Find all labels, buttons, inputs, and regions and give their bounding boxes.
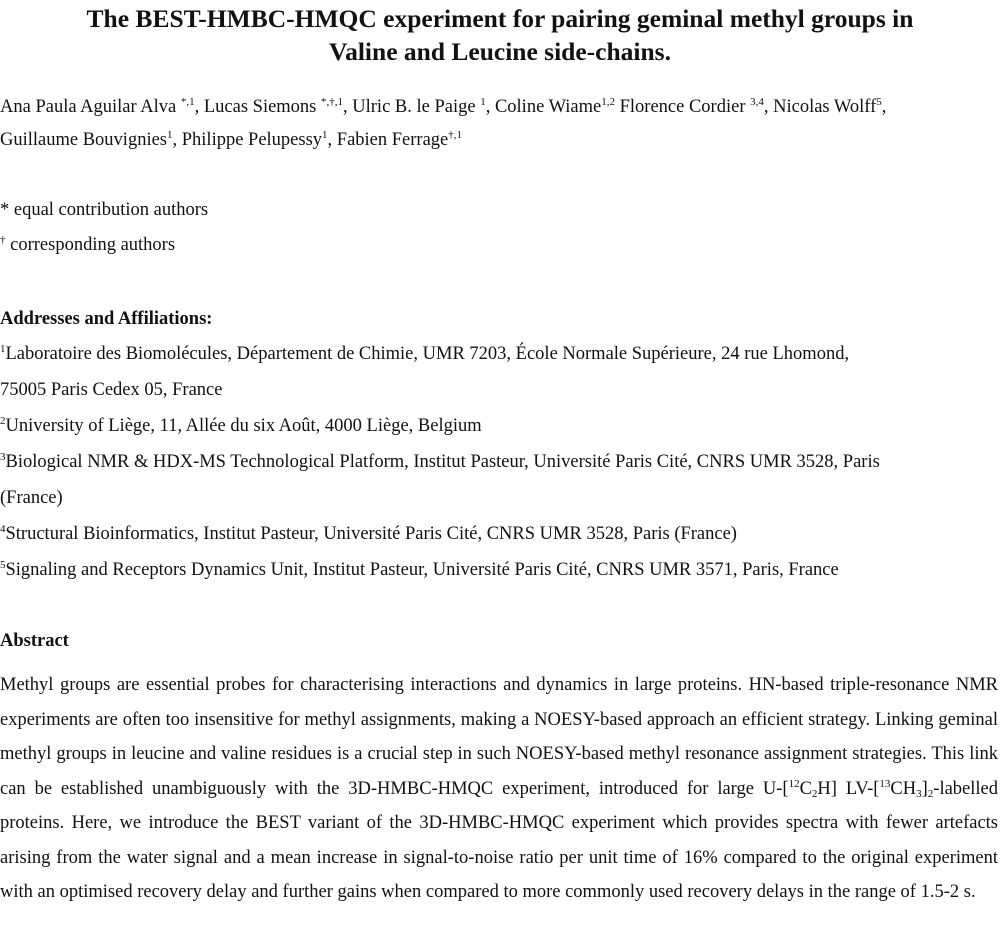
affiliation-text: Structural Bioinformatics, Institut Pasteur, Université Paris Cité, CNRS UMR 3528, Paris (France) [5, 524, 737, 544]
note-text: equal contribution authors [9, 200, 209, 220]
author [352, 97, 495, 117]
title-line-1: The BEST-HMBC-HMQC experiment for pairing geminal methyl groups in [86, 4, 914, 33]
subscript-3: 3 [916, 787, 922, 800]
carbon-12-isotope: 12 [788, 777, 800, 790]
author-affiliation-mark: 1 [167, 129, 173, 141]
author [204, 97, 352, 117]
author-affiliation-mark: 1 [480, 96, 486, 108]
abstract-text-part-4: -labelled proteins. Here, we introduce the BEST variant of the 3D-HMBC-HMQC experiment which provides spectra with fewer artefacts arising from the water signal and a mean increase in signal-to-noise ratio per unit time of 16% compared to the original experiment with an optimised recovery delay and further gains when compared to more commonly used recovery delays in the range of 1.5-2 s. [0, 778, 999, 902]
title-line-2: Valine and Leucine side-chains. [329, 37, 671, 66]
author-affiliation-mark: 1 [322, 129, 328, 141]
author-separator: , [485, 97, 495, 117]
author-separator: , [881, 97, 887, 117]
author [773, 97, 886, 117]
affiliation-text: Biological NMR & HDX-MS Technological Platform, Institut Pasteur, Université Paris Cité, CNRS UMR 3528, Paris [5, 452, 880, 472]
affiliation-text: University of Liège, 11, Allée du six Août, 4000 Liège, Belgium [5, 416, 482, 436]
affiliation-number: 5 [0, 559, 6, 571]
author-affiliation-mark: 5 [876, 96, 882, 108]
author-affiliation-mark: *,†,1 [321, 96, 344, 108]
affiliation-text: Laboratoire des Biomolécules, Département de Chimie, UMR 7203, École Normale Supérieure, 24 rue Lhomond, [5, 344, 850, 364]
author-separator: , [343, 97, 353, 117]
author-name: Ulric B. le Paige [352, 97, 476, 117]
subscript-2b: 2 [927, 787, 934, 800]
author-name: Coline Wiame [494, 97, 602, 117]
methyl-symbol: CH [890, 778, 917, 799]
note-symbol: † [0, 234, 6, 246]
carbon-13-isotope: 13 [879, 777, 891, 790]
equal-contribution-note [0, 199, 208, 221]
author [0, 97, 204, 117]
affiliation-2 [0, 408, 995, 444]
author-name: Florence Cordier [619, 97, 746, 117]
note-symbol: * [0, 200, 10, 220]
affiliations-heading: Addresses and Affiliations: [0, 309, 213, 329]
affiliation-4 [0, 516, 995, 552]
abstract-heading: Abstract [0, 631, 69, 651]
author [0, 130, 182, 150]
paper-title [20, 2, 980, 68]
author-affiliation-mark: 1,2 [601, 96, 615, 108]
author-name: Philippe Pelupessy [181, 130, 323, 150]
abstract-text-part-2: H] LV-[ [817, 778, 880, 799]
abstract-body [0, 668, 998, 910]
affiliation-text: Signaling and Receptors Dynamics Unit, Institut Pasteur, Université Paris Cité, CNRS UMR 3571, Paris, France [5, 560, 839, 580]
corresponding-authors-note [0, 234, 175, 256]
affiliation-number: 1 [0, 343, 6, 355]
author-name: Guillaume Bouvignies [0, 130, 167, 150]
author-separator: , [327, 130, 337, 150]
carbon-symbol: C [799, 778, 812, 799]
author-name: Nicolas Wolff [773, 97, 877, 117]
author [182, 130, 337, 150]
affiliation-number: 3 [0, 451, 6, 463]
author-name: Ana Paula Aguilar Alva [0, 97, 177, 117]
author-separator: , [194, 97, 204, 117]
affiliation-text-continued: 75005 Paris Cedex 05, France [0, 380, 223, 400]
abstract-text-part-1: Methyl groups are essential probes for characterising interactions and dynamics in large proteins. HN-based triple-resonance NMR experiments are often too insensitive for methyl assignments, making a NOESY-based approach an efficient strategy. Linking geminal methyl groups in leucine and valine residues is a crucial step in such NOESY-based methyl resonance assignment strategies. This link can be established unambiguously with the 3D-HMBC-HMQC experiment, introduced for large U-[ [0, 675, 998, 799]
note-text: corresponding authors [5, 235, 176, 255]
affiliation-1 [0, 336, 995, 408]
author-name: Fabien Ferrage [336, 130, 449, 150]
abstract-text-part-3: ] [921, 778, 928, 799]
author-affiliation-mark: 3,4 [750, 96, 764, 108]
affiliation-3 [0, 444, 995, 516]
author-affiliation-mark: †,1 [448, 129, 463, 141]
author [620, 97, 774, 117]
author-separator: , [172, 130, 182, 150]
affiliation-text-continued: (France) [0, 488, 63, 508]
affiliation-number: 4 [0, 523, 6, 535]
affiliation-number: 2 [0, 415, 6, 427]
author-separator: , [763, 97, 774, 117]
author-affiliation-mark: *,1 [180, 96, 195, 108]
subscript-2: 2 [811, 787, 818, 800]
author [337, 130, 462, 150]
author [495, 97, 620, 117]
author-name: Lucas Siemons [203, 97, 317, 117]
author-list [0, 91, 1000, 157]
affiliation-5 [0, 552, 995, 588]
